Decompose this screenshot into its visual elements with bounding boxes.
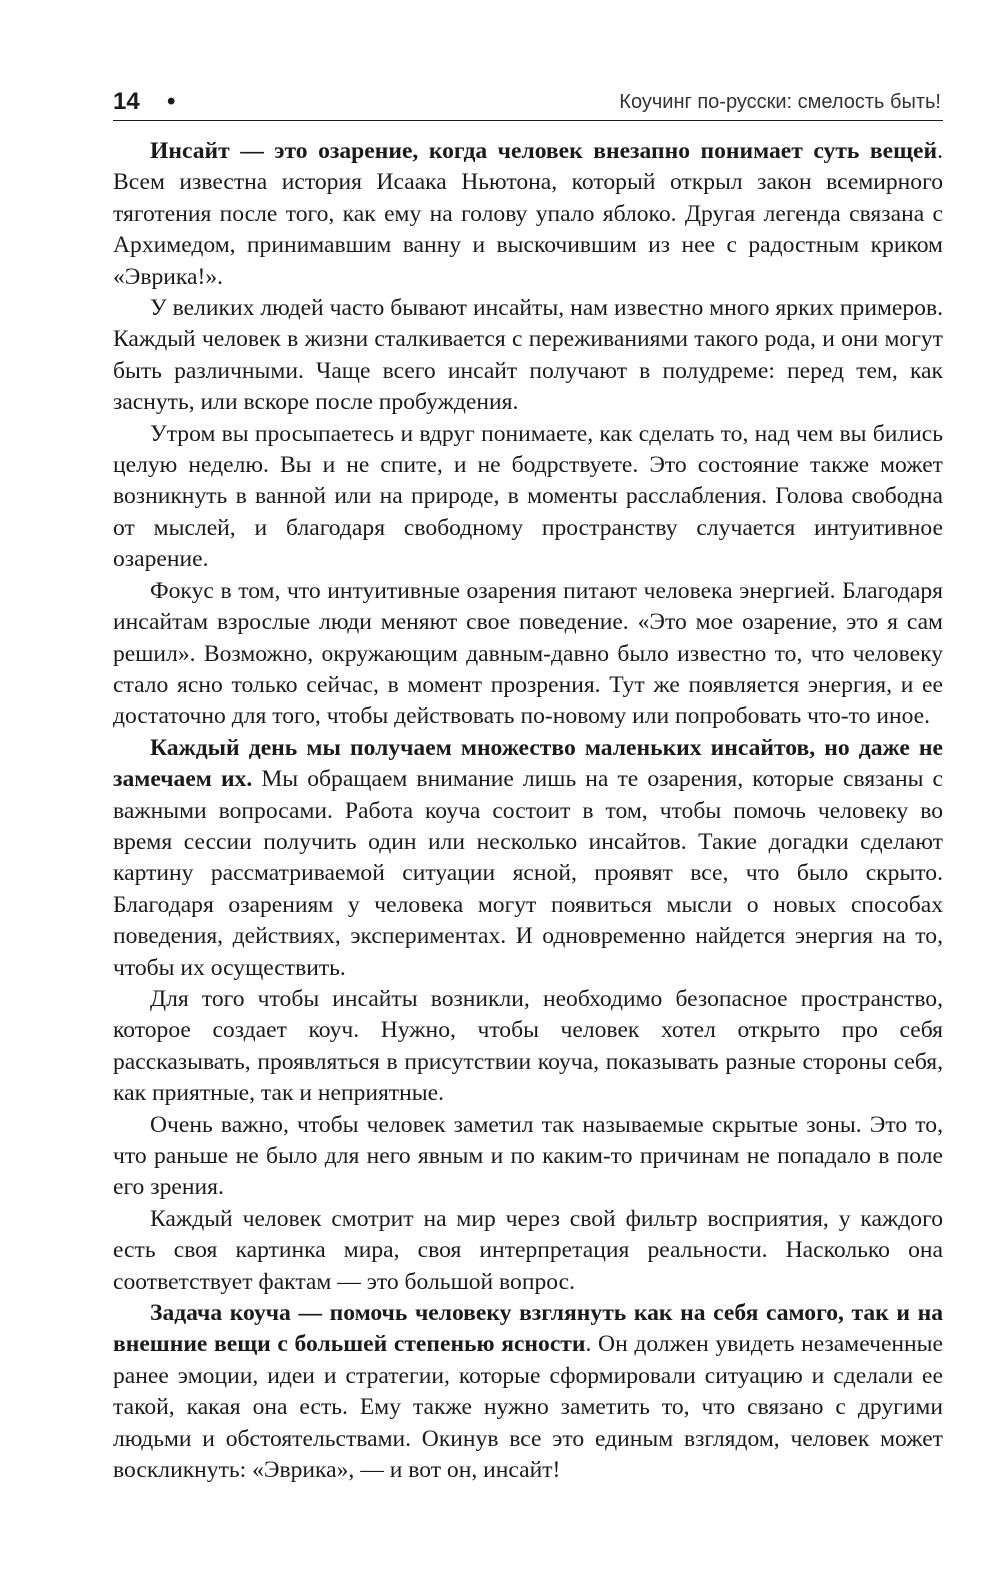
paragraph [113, 1110, 943, 1204]
body-text [113, 136, 943, 1486]
paragraph-text: . Всем известна история Исаака Ньютона, который открыл закон всемирного тяготения после того, как ему на голову упало яблоко. Другая легенда связана с Архимедом, принимавшим ванну и выскочившим из нее с радостным криком «Эврика!». [113, 138, 943, 290]
emphasis: Каждый день мы получаем множество маленьких инсайтов, но даже не замечаем их. [113, 734, 943, 793]
page-header [113, 86, 943, 121]
header-bullet: • [167, 88, 176, 115]
paragraph-text: Очень важно, чтобы человек заметил так называемые скрытые зоны. Это то, что раньше не было для него явным и по каким-то причинам не попадало в поле его зрения. [113, 1111, 943, 1201]
paragraph [113, 1204, 943, 1298]
running-title: Коучинг по-русски: смелость быть! [619, 91, 941, 113]
paragraph-text: . Он должен увидеть незамеченные ранее эмоции, идеи и стратегии, которые сформировали ситуацию и сделали ее такой, какая она есть. Ему также нужно заметить то, что связано с другими людьми и обстоятельствами. Окинув все это единым взглядом, человек может воскликнуть: «Эврика», — и вот он, инсайт! [113, 1331, 944, 1484]
paragraph-text: У великих людей часто бывают инсайты, нам известно много ярких примеров. Каждый человек в жизни сталкивается с переживаниями такого рода, и они могут быть различными. Чаще всего инсайт получают в полудреме: перед тем, как заснуть, или вскоре после пробуждения. [113, 295, 943, 416]
paragraph [113, 1298, 943, 1486]
page-number: 14 [113, 88, 140, 115]
paragraph-text: Фокус в том, что интуитивные озарения питают человека энергией. Благодаря инсайтам взрослые люди меняют свое поведение. «Это мое озарение, это я сам решил». Возможно, окружающим давным-давно было известно то, что человеку стало ясно только сейчас, в момент прозрения. Тут же появляется энергия, и ее достаточно для того, чтобы действовать по-новому или попробовать что-то иное. [113, 577, 943, 730]
paragraph [113, 984, 943, 1110]
paragraph-text: Мы обращаем внимание лишь на те озарения, которые связаны с важными вопросами. Работа коуча состоит в том, чтобы помочь человеку во время сессии получить один или несколько инсайтов. Такие догадки сделают картину рассматриваемой ситуации ясной, проявят все, что было скрыто. Благодаря озарениям у человека могут появиться мысли о новых способах поведения, действиях, экспериментах. И одновременно найдется энергия на то, чтобы их осуществить. [113, 766, 943, 981]
paragraph [113, 136, 943, 293]
paragraph-text: Утром вы просыпаетесь и вдруг понимаете, как сделать то, над чем вы бились целую неделю. Вы и не спите, и не бодрствуете. Это состояние также может возникнуть в ванной или на природе, в моменты расслабления. Голова свободна от мыслей, и благодаря свободному пространству случается интуитивное озарение. [113, 420, 943, 573]
paragraph [113, 419, 943, 576]
paragraph [113, 733, 943, 984]
paragraph [113, 293, 943, 419]
emphasis: Инсайт — это озарение, когда человек внезапно понимает суть вещей [150, 138, 938, 164]
paragraph [113, 576, 943, 733]
emphasis: Задача коуча — помочь человеку взглянуть как на себя самого, так и на внешние вещи с большей степенью ясности [113, 1300, 943, 1358]
paragraph-text: Каждый человек смотрит на мир через свой фильтр восприятия, у каждого есть своя картинка мира, своя интерпретация реальности. Насколько она соответствует фактам — это большой вопрос. [113, 1205, 943, 1295]
paragraph-text: Для того чтобы инсайты возникли, необходимо безопасное пространство, которое создает коуч. Нужно, чтобы человек хотел открыто про себя рассказывать, проявляться в присутствии коуча, показывать разные стороны себя, как приятные, так и неприятные. [113, 985, 943, 1107]
